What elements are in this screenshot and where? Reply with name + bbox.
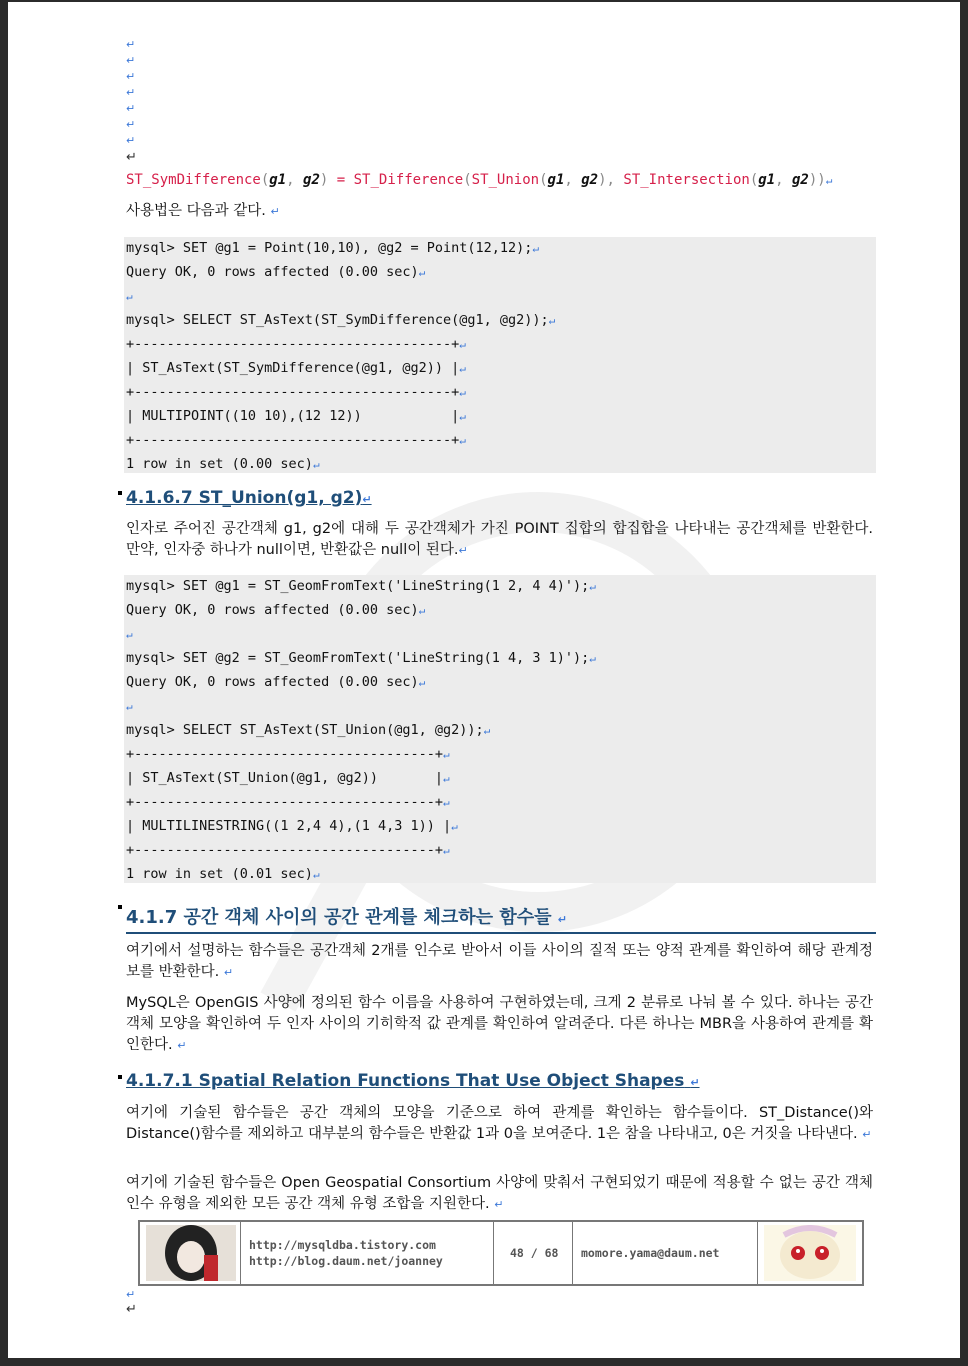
code-line <box>126 312 555 328</box>
heading-bullet <box>118 1075 122 1079</box>
footer-page-cell <box>494 1222 573 1284</box>
mascot-image <box>764 1225 856 1281</box>
code-line <box>126 336 466 352</box>
code-line-text: mysql> SELECT ST_AsText(ST_SymDifference(@g1, @g2)); <box>126 312 549 328</box>
paragraph-mark: ↵ <box>126 290 133 303</box>
paragraph-mark: ↵ <box>442 748 450 761</box>
paragraph-mark: ↵ <box>126 1302 137 1317</box>
footer-mascot-cell <box>758 1222 862 1284</box>
section-417-paragraph: MySQL은 OpenGIS 사양에 정의된 함수 이름을 사용하여 구현하였는데, 크게 2 분류로 나눠 볼 수 있다. 하나는 공간 객체 모양을 확인하여 두 인자 사이의 기히학적 값 관계를 확인하여 알려준다. 다른 하나는 MBR을 사용하여 관계를 확인한다. ↵ <box>126 995 873 1053</box>
paragraph-mark: ↵ <box>126 86 136 99</box>
code-line <box>126 432 466 448</box>
paragraph-mark: ↵ <box>459 386 466 399</box>
paragraph-mark: ↵ <box>825 174 833 187</box>
arg-g2: g2 <box>581 172 599 188</box>
document-page <box>8 2 960 1358</box>
paragraph-mark: ↵ <box>589 652 596 665</box>
code-line <box>126 794 450 810</box>
paragraph-mark: ↵ <box>126 102 136 115</box>
footer-email-cell <box>573 1222 758 1284</box>
blog-link-tistory[interactable]: http://mysqldba.tistory.com <box>249 1238 436 1252</box>
code-line <box>126 770 450 786</box>
code-line-text: mysql> SET @g1 = ST_GeomFromText('LineString(1 2, 4 4)'); <box>126 578 590 594</box>
paragraph-mark: ↵ <box>483 724 491 737</box>
paragraph-mark: ↵ <box>126 1288 136 1301</box>
section-heading-st-union: 4.1.6.7 ST_Union(g1, g2)↵ <box>126 488 372 508</box>
paragraph-mark: ↵ <box>126 134 136 147</box>
symdifference-formula: ST_SymDifference(g1, g2) = ST_Difference(ST_Union(g1, g2), ST_Intersection(g1, g2))↵ <box>126 172 833 188</box>
paragraph-mark: ↵ <box>126 150 137 165</box>
code-line <box>126 602 425 618</box>
code-line-text: | ST_AsText(ST_SymDifference(@g1, @g2)) | <box>126 360 460 376</box>
paragraph-mark: ↵ <box>442 844 450 857</box>
code-line <box>126 650 596 666</box>
paragraph-mark: ↵ <box>459 410 466 423</box>
code-line-text: +---------------------------------------+ <box>126 384 460 400</box>
code-line-text: +---------------------------------------+ <box>126 432 460 448</box>
code-line <box>126 578 596 594</box>
arg-g2: g2 <box>303 172 320 188</box>
code-line <box>126 240 539 256</box>
code-line-text: Query OK, 0 rows affected (0.00 sec) <box>126 674 419 690</box>
code-line-text: 1 row in set (0.00 sec) <box>126 456 313 472</box>
section-heading-417: 4.1.7 공간 객체 사이의 공간 관계를 체크하는 함수들 ↵ <box>126 903 876 934</box>
func-name: ST_Difference <box>353 172 464 188</box>
paragraph-mark: ↵ <box>418 266 426 279</box>
code-line-text: +-------------------------------------+ <box>126 794 443 810</box>
blog-link-daum[interactable]: http://blog.daum.net/joanney <box>249 1254 443 1268</box>
code-line <box>126 288 133 304</box>
author-email[interactable]: momore.yama@daum.net <box>581 1246 720 1260</box>
paragraph-mark: ↵ <box>459 362 466 375</box>
paragraph-mark: ↵ <box>418 676 426 689</box>
code-block-symdifference <box>124 237 876 473</box>
func-name: ST_Intersection <box>623 172 750 188</box>
paragraph-mark: ↵ <box>126 628 133 641</box>
paragraph-mark: ↵ <box>418 604 426 617</box>
paragraph-mark: ↵ <box>126 118 136 131</box>
code-line-text: +-------------------------------------+ <box>126 842 443 858</box>
arg-g1: g1 <box>547 172 565 188</box>
code-line <box>126 698 133 714</box>
arg-g1: g1 <box>269 172 287 188</box>
paragraph-mark: ↵ <box>459 338 466 351</box>
code-line <box>126 360 466 376</box>
code-line-text: mysql> SELECT ST_AsText(ST_Union(@g1, @g2)); <box>126 722 484 738</box>
footer-avatar-cell <box>140 1222 241 1284</box>
paragraph-mark: ↵ <box>442 796 450 809</box>
code-line-text: mysql> SET @g1 = Point(10,10), @g2 = Point(12,12); <box>126 240 533 256</box>
section-4171-paragraph: 여기에 기술된 함수들은 공간 객체의 모양을 기준으로 하여 관계를 확인하는 함수들이다. ST_Distance()와 Distance()함수를 제외하고 대부분의 함수들은 반환값 1과 0을 보여준다. 1은 참을 나타내고, 0은 거짓을 나타낸다. ↵ <box>126 1105 873 1142</box>
paragraph-mark: ↵ <box>126 54 136 67</box>
heading-bullet <box>118 491 122 495</box>
code-line <box>126 264 425 280</box>
code-line-text: | ST_AsText(ST_Union(@g1, @g2)) | <box>126 770 443 786</box>
code-line <box>126 818 458 834</box>
code-line <box>126 746 450 762</box>
code-line-text: | MULTILINESTRING((1 2,4 4),(1 4,3 1)) | <box>126 818 452 834</box>
paragraph-mark: ↵ <box>126 700 133 713</box>
arg-g1: g1 <box>758 172 776 188</box>
paragraph-mark: ↵ <box>459 434 466 447</box>
paragraph-mark: ↵ <box>442 772 450 785</box>
paragraph-mark: ↵ <box>451 820 458 833</box>
paragraph-mark: ↵ <box>589 580 596 593</box>
page-number: 48 / 68 <box>510 1246 559 1260</box>
section-417-paragraph: 여기에서 설명하는 함수들은 공간객체 2개를 인수로 받아서 이들 사이의 질적 또는 양적 관계를 확인하여 해당 관계정보를 반환한다. ↵ <box>126 943 873 980</box>
code-line <box>126 456 320 472</box>
func-name: ST_Union <box>471 172 540 188</box>
code-line-text: +-------------------------------------+ <box>126 746 443 762</box>
arg-g2: g2 <box>791 172 809 188</box>
author-avatar-image <box>146 1225 236 1281</box>
paragraph-mark: ↵ <box>532 242 540 255</box>
heading-bullet <box>118 905 122 909</box>
paragraph-mark: ↵ <box>312 868 320 881</box>
usage-text: 사용법은 다음과 같다. ↵ <box>126 203 280 219</box>
code-line-text: Query OK, 0 rows affected (0.00 sec) <box>126 264 419 280</box>
code-line <box>126 866 320 882</box>
paragraph-mark: ↵ <box>548 314 556 327</box>
footer-links-cell <box>241 1222 494 1284</box>
func-name: ST_SymDifference <box>126 172 261 188</box>
paragraph-mark: ↵ <box>126 38 136 51</box>
section-4171-paragraph: 여기에 기술된 함수들은 Open Geospatial Consortium 사양에 맞춰서 구현되었기 때문에 적용할 수 없는 공간 객체 인수 유형을 제외한 모든 공간 객체 유형 조합을 지원한다. ↵ <box>126 1175 873 1212</box>
paragraph-mark: ↵ <box>312 458 320 471</box>
code-line-text: Query OK, 0 rows affected (0.00 sec) <box>126 602 419 618</box>
code-block-union <box>124 575 876 883</box>
code-line <box>126 722 490 738</box>
section-heading-4171: 4.1.7.1 Spatial Relation Functions That Use Object Shapes ↵ <box>126 1071 700 1091</box>
code-line-text: 1 row in set (0.01 sec) <box>126 866 313 882</box>
code-line <box>126 674 425 690</box>
code-line <box>126 842 450 858</box>
code-line <box>126 626 133 642</box>
code-line <box>126 408 466 424</box>
page-footer <box>138 1220 864 1286</box>
code-line-text: | MULTIPOINT((10 10),(12 12)) | <box>126 408 460 424</box>
union-description: 인자로 주어진 공간객체 g1, g2에 대해 두 공간객체가 가진 POINT 집합의 합집합을 나타내는 공간객체를 반환한다. 만약, 인자중 하나가 null이면, 반환값은 null이 된다.↵ <box>126 521 873 558</box>
code-line-text: +---------------------------------------+ <box>126 336 460 352</box>
code-line <box>126 384 466 400</box>
paragraph-mark: ↵ <box>126 70 136 83</box>
code-line-text: mysql> SET @g2 = ST_GeomFromText('LineString(1 4, 3 1)'); <box>126 650 590 666</box>
